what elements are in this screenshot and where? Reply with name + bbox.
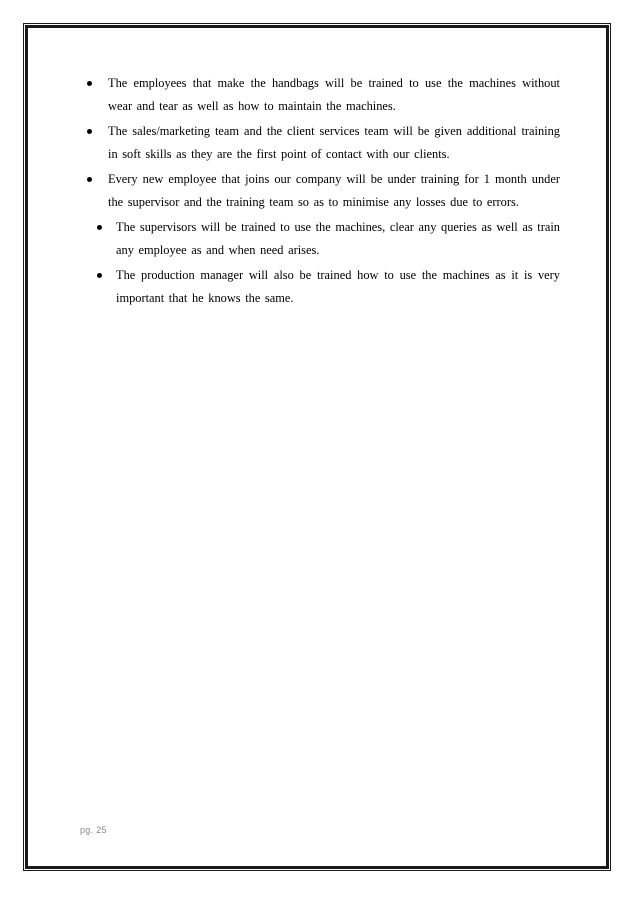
bullet-icon (87, 129, 92, 134)
list-item-text: The employees that make the handbags will be trained to use the machines without wear and tear as well as how to maintain the machines. (108, 76, 560, 113)
bullet-icon (97, 225, 102, 230)
list-item-text: The sales/marketing team and the client services team will be given additional training in soft skills as they are the first point of contact with our clients. (108, 124, 560, 161)
list-item-text: The supervisors will be trained to use the machines, clear any queries as well as train any employee as and when need arises. (116, 220, 560, 257)
bullet-icon (87, 81, 92, 86)
list-item-text: Every new employee that joins our company will be under training for 1 month under the supervisor and the training team so as to minimise any losses due to errors. (108, 172, 560, 209)
list-item (82, 72, 560, 118)
bullet-list (82, 72, 560, 312)
list-item (82, 168, 560, 214)
list-item (82, 264, 560, 310)
bullet-icon (97, 273, 102, 278)
list-item (82, 216, 560, 262)
page-number: pg. 25 (80, 825, 107, 835)
list-item-text: The production manager will also be trained how to use the machines as it is very important that he knows the same. (116, 268, 560, 305)
list-item (82, 120, 560, 166)
bullet-icon (87, 177, 92, 182)
